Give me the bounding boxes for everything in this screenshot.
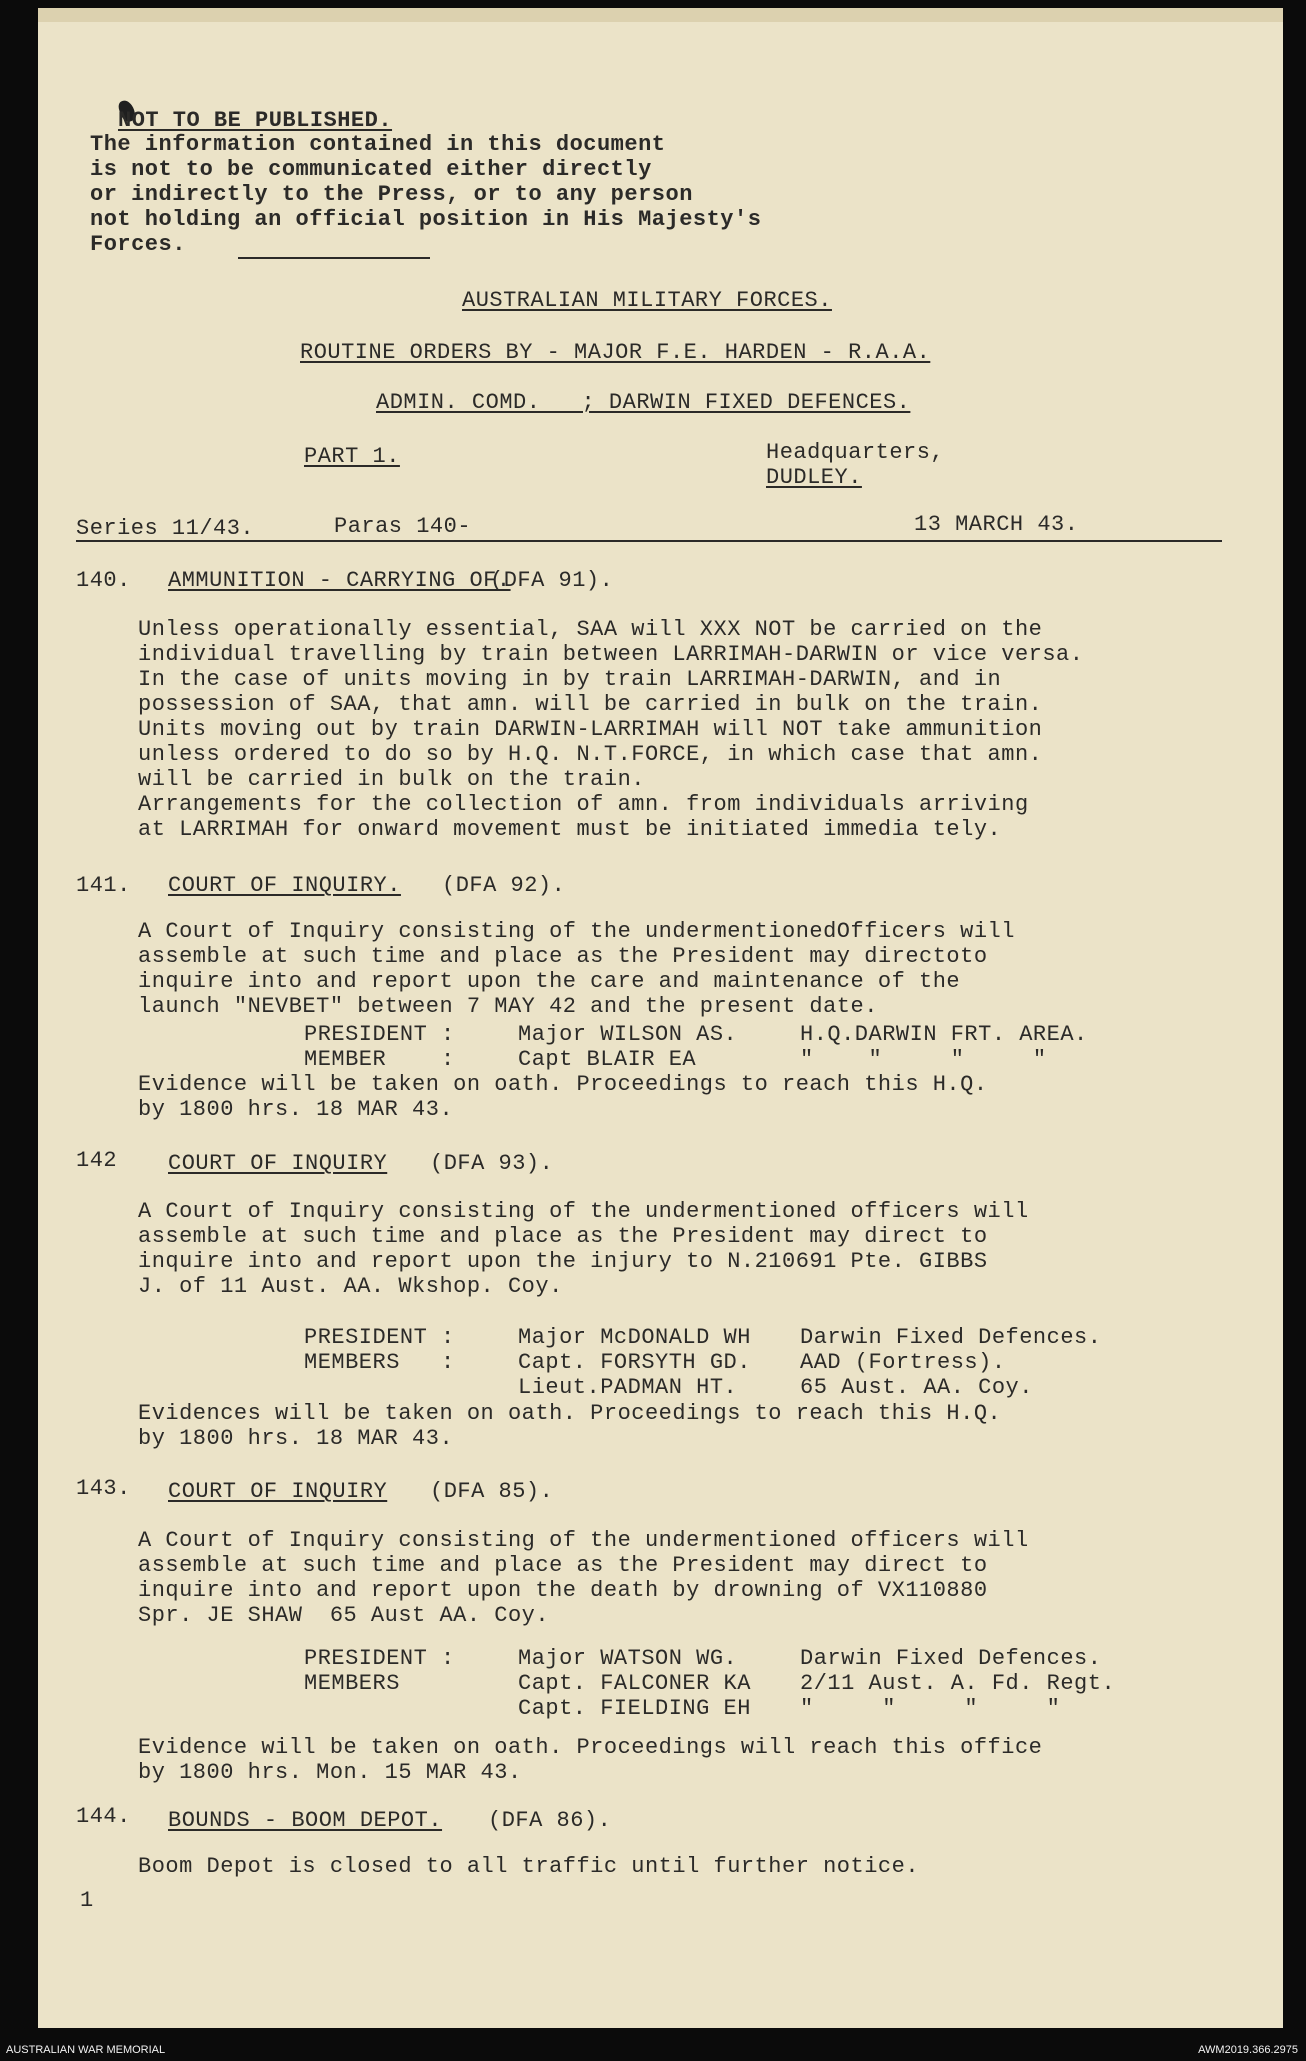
- member-unit: 65 Aust. AA. Coy.: [800, 1375, 1033, 1400]
- part-label: PART 1.: [304, 444, 400, 469]
- para-line: at LARRIMAH for onward movement must be initiated immedia tely.: [138, 817, 1002, 842]
- member-unit: 2/11 Aust. A. Fd. Regt.: [800, 1671, 1116, 1696]
- para-line: assemble at such time and place as the President may directoto: [138, 944, 988, 969]
- para-ref: (DFA 86).: [488, 1808, 612, 1833]
- para-line: Unless operationally essential, SAA will XXX NOT be carried on the: [138, 617, 1043, 642]
- para-line: Boom Depot is closed to all traffic until further notice.: [138, 1854, 920, 1879]
- security-line-1: The information contained in this document: [90, 132, 666, 157]
- member-unit: H.Q.DARWIN FRT. AREA.: [800, 1022, 1088, 1047]
- command-line: ADMIN. COMD. ; DARWIN FIXED DEFENCES.: [376, 390, 911, 415]
- member-name: Major WILSON AS.: [518, 1022, 738, 1047]
- para-line: Arrangements for the collection of amn. from individuals arriving: [138, 792, 1029, 817]
- archive-name: AUSTRALIAN WAR MEMORIAL: [6, 2044, 166, 2056]
- member-name: Lieut.PADMAN HT.: [518, 1375, 738, 1400]
- archive-reference: AWM2019.366.2975: [1198, 2044, 1298, 2056]
- para-line: inquire into and report upon the injury to N.210691 Pte. GIBBS: [138, 1249, 988, 1274]
- member-name: Major McDONALD WH: [518, 1325, 751, 1350]
- para-heading: COURT OF INQUIRY.: [168, 873, 401, 898]
- security-line-3: or indirectly to the Press, or to any person: [90, 182, 693, 207]
- para-line: A Court of Inquiry consisting of the undermentionedOfficers will: [138, 919, 1015, 944]
- hq-line-1: Headquarters,: [766, 440, 945, 465]
- para-ref: (DFA 93).: [430, 1151, 554, 1176]
- para-line: by 1800 hrs. 18 MAR 43.: [138, 1097, 454, 1122]
- document-subtitle: ROUTINE ORDERS BY - MAJOR F.E. HARDEN - R.A.A.: [300, 340, 931, 365]
- para-line: unless ordered to do so by H.Q. N.T.FORCE, in which case that amn.: [138, 742, 1043, 767]
- security-line-2: is not to be communicated either directly: [90, 157, 652, 182]
- security-heading: NOT TO BE PUBLISHED.: [118, 108, 393, 133]
- member-unit: " " " ": [800, 1047, 1047, 1072]
- para-number: 144.: [76, 1804, 131, 1829]
- paras-label: Paras 140-: [334, 514, 472, 539]
- member-role: PRESIDENT :: [304, 1646, 455, 1671]
- para-line: individual travelling by train between LARRIMAH-DARWIN or vice versa.: [138, 642, 1084, 667]
- para-line: A Court of Inquiry consisting of the undermentioned officers will: [138, 1528, 1029, 1553]
- para-line: by 1800 hrs. 18 MAR 43.: [138, 1426, 454, 1451]
- member-unit: AAD (Fortress).: [800, 1350, 1006, 1375]
- para-line: assemble at such time and place as the President may direct to: [138, 1224, 988, 1249]
- member-role: MEMBERS: [304, 1671, 400, 1696]
- document-title: AUSTRALIAN MILITARY FORCES.: [462, 288, 832, 313]
- para-line: Units moving out by train DARWIN-LARRIMAH will NOT take ammunition: [138, 717, 1043, 742]
- member-role: MEMBERS :: [304, 1350, 455, 1375]
- member-role: PRESIDENT :: [304, 1325, 455, 1350]
- para-line: by 1800 hrs. Mon. 15 MAR 43.: [138, 1760, 522, 1785]
- member-name: Major WATSON WG.: [518, 1646, 738, 1671]
- para-line: A Court of Inquiry consisting of the undermentioned officers will: [138, 1199, 1029, 1224]
- para-ref: (DFA 92).: [442, 873, 566, 898]
- page-number: 1: [80, 1888, 94, 1913]
- para-ref: (DFA 91).: [490, 568, 614, 593]
- para-heading: AMMUNITION - CARRYING OF.: [168, 568, 511, 593]
- security-line-5: Forces.: [90, 232, 186, 257]
- member-name: Capt BLAIR EA: [518, 1047, 697, 1072]
- para-number: 141.: [76, 873, 131, 898]
- para-line: launch "NEVBET" between 7 MAY 42 and the present date.: [138, 994, 878, 1019]
- para-heading: COURT OF INQUIRY: [168, 1151, 388, 1176]
- hq-line-2: DUDLEY.: [766, 465, 862, 490]
- order-date: 13 MARCH 43.: [914, 512, 1079, 537]
- para-line: Evidence will be taken on oath. Proceedings will reach this office: [138, 1735, 1043, 1760]
- para-number: 143.: [76, 1476, 131, 1501]
- para-ref: (DFA 85).: [430, 1479, 554, 1504]
- top-edge: [38, 8, 1283, 22]
- para-line: inquire into and report upon the death by drowning of VX110880: [138, 1578, 988, 1603]
- security-rule: [238, 257, 430, 259]
- para-line: will be carried in bulk on the train.: [138, 767, 645, 792]
- archive-footer: [0, 2040, 1306, 2061]
- para-line: J. of 11 Aust. AA. Wkshop. Coy.: [138, 1274, 563, 1299]
- para-line: assemble at such time and place as the President may direct to: [138, 1553, 988, 1578]
- member-name: Capt. FALCONER KA: [518, 1671, 751, 1696]
- para-line: Evidence will be taken on oath. Proceedings to reach this H.Q.: [138, 1072, 988, 1097]
- member-name: Capt. FIELDING EH: [518, 1696, 751, 1721]
- para-line: inquire into and report upon the care and maintenance of the: [138, 969, 961, 994]
- member-unit: Darwin Fixed Defences.: [800, 1325, 1102, 1350]
- para-line: Evidences will be taken on oath. Proceedings to reach this H.Q.: [138, 1401, 1002, 1426]
- para-line: In the case of units moving in by train LARRIMAH-DARWIN, and in: [138, 667, 1002, 692]
- para-number: 142: [76, 1148, 118, 1173]
- document-page: [38, 8, 1283, 2028]
- para-number: 140.: [76, 568, 131, 593]
- header-rule: [76, 540, 1222, 542]
- para-line: Spr. JE SHAW 65 Aust AA. Coy.: [138, 1603, 550, 1628]
- member-unit: " " " ": [800, 1696, 1061, 1721]
- para-heading: COURT OF INQUIRY: [168, 1479, 388, 1504]
- member-role: PRESIDENT :: [304, 1022, 455, 1047]
- para-heading: BOUNDS - BOOM DEPOT.: [168, 1808, 443, 1833]
- member-name: Capt. FORSYTH GD.: [518, 1350, 751, 1375]
- para-line: possession of SAA, that amn. will be carried in bulk on the train.: [138, 692, 1043, 717]
- member-role: MEMBER :: [304, 1047, 455, 1072]
- security-line-4: not holding an official position in His Majesty's: [90, 207, 762, 232]
- member-unit: Darwin Fixed Defences.: [800, 1646, 1102, 1671]
- series-label: Series 11/43.: [76, 516, 255, 541]
